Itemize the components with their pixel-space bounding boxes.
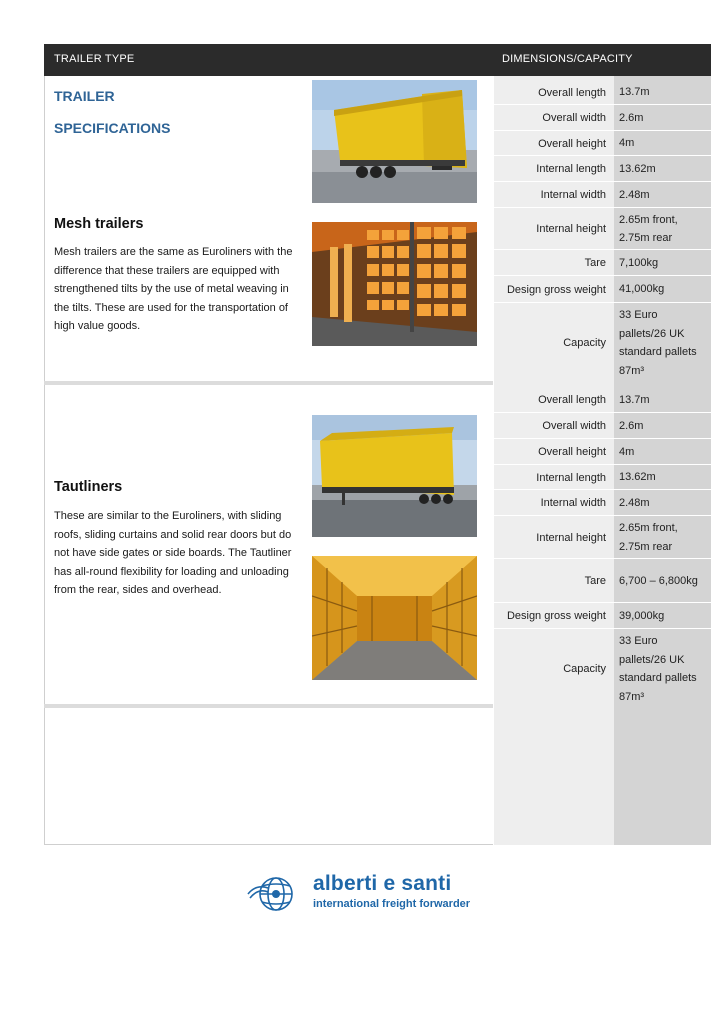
section-body-mesh: Mesh trailers are the same as Euroliners with the difference that these trailers are equipped with strengthened tilts by the use of metal weaving in the tilts. These are used for the transportation of high value goods.	[54, 246, 293, 333]
spec-label: Tare	[584, 575, 606, 587]
spec-row	[494, 182, 711, 208]
spec-label: Internal height	[536, 531, 606, 544]
spec-label: Overall height	[538, 137, 606, 150]
spec-row	[494, 80, 711, 105]
spec-row	[494, 131, 711, 156]
spec-row	[494, 516, 711, 559]
company-name: alberti e santi	[313, 872, 452, 895]
spec-row	[494, 156, 711, 182]
spec-label: Tare	[584, 257, 606, 269]
spec-label: Overall width	[542, 112, 606, 124]
spec-value: 2.48m	[619, 496, 650, 509]
mesh-trailer-exterior-photo	[312, 80, 477, 203]
spec-row	[494, 465, 711, 490]
spec-label: Design gross weight	[506, 283, 606, 296]
company-tagline: international freight forwarder	[313, 898, 471, 910]
spec-value: 2.65m front, 2.75m rear	[619, 213, 678, 244]
spec-label: Design gross weight	[506, 610, 606, 622]
spec-value: 33 Euro pallets/26 UK standard pallets 87m³	[619, 309, 697, 377]
spec-value: 4m	[619, 137, 635, 150]
spec-row	[494, 105, 711, 131]
tautliner-exterior-photo	[312, 415, 477, 537]
header-trailer-type: TRAILER TYPE	[54, 53, 135, 65]
company-logo	[246, 874, 486, 914]
table-left-border	[44, 76, 45, 845]
mesh-trailer-interior-photo	[312, 222, 477, 346]
spec-label: Internal length	[536, 163, 606, 175]
spec-value: 39,000kg	[619, 609, 665, 622]
spec-label: Overall length	[538, 86, 606, 99]
spec-value: 2.6m	[619, 419, 644, 432]
spec-row	[494, 303, 711, 383]
spec-row	[494, 559, 711, 603]
section-heading-mesh: Mesh trailers	[54, 216, 144, 232]
spec-row	[494, 629, 711, 709]
spec-value: 33 Euro pallets/26 UK standard pallets 87m³	[619, 635, 697, 703]
header-dimensions-capacity: DIMENSIONS/CAPACITY	[502, 53, 633, 65]
globe-logo-icon	[246, 874, 306, 914]
page-title-line2: SPECIFICATIONS	[54, 120, 171, 136]
spec-label: Overall height	[538, 446, 606, 458]
spec-row	[494, 490, 711, 516]
spec-label: Overall width	[542, 420, 606, 432]
spec-label: Internal width	[540, 497, 606, 509]
spec-row	[494, 603, 711, 629]
table-header	[44, 44, 711, 76]
section-separator	[44, 381, 493, 385]
section-body-tautliners: These are similar to the Euroliners, with sliding roofs, sliding curtains and solid rear doors but do not have side gates or side boards. The Tautliner has all-round flexibility for loading and unloading from the rear, sides and overhead.	[54, 510, 292, 597]
tautliner-interior-photo	[312, 556, 477, 680]
spec-value: 7,100kg	[619, 256, 659, 269]
table-bottom-border	[44, 844, 493, 845]
section-separator	[44, 704, 493, 708]
spec-value: 4m	[619, 445, 635, 458]
spec-label: Internal height	[536, 223, 606, 235]
spec-value: 6,700 – 6,800kg	[619, 574, 698, 587]
spec-value: 13.7m	[619, 86, 650, 99]
spec-value: 2.48m	[619, 188, 650, 201]
spec-value: 13.62m	[619, 471, 656, 484]
spec-value: 13.7m	[619, 393, 650, 406]
spec-label: Internal width	[540, 189, 606, 201]
spec-row	[494, 439, 711, 465]
spec-value: 2.6m	[619, 111, 644, 124]
section-heading-tautliners: Tautliners	[54, 479, 123, 495]
spec-value: 13.62m	[619, 162, 656, 175]
spec-label: Overall length	[538, 394, 606, 406]
spec-row	[494, 208, 711, 250]
spec-row	[494, 276, 711, 303]
spec-value: 41,000kg	[619, 283, 665, 296]
spec-label: Capacity	[563, 337, 606, 349]
spec-row	[494, 387, 711, 413]
page-title-line1: TRAILER	[54, 88, 115, 104]
spec-value: 2.65m front, 2.75m rear	[619, 522, 678, 553]
spec-label: Internal length	[536, 471, 606, 484]
spec-label: Capacity	[563, 663, 606, 675]
spec-row	[494, 250, 711, 276]
spec-row	[494, 413, 711, 439]
